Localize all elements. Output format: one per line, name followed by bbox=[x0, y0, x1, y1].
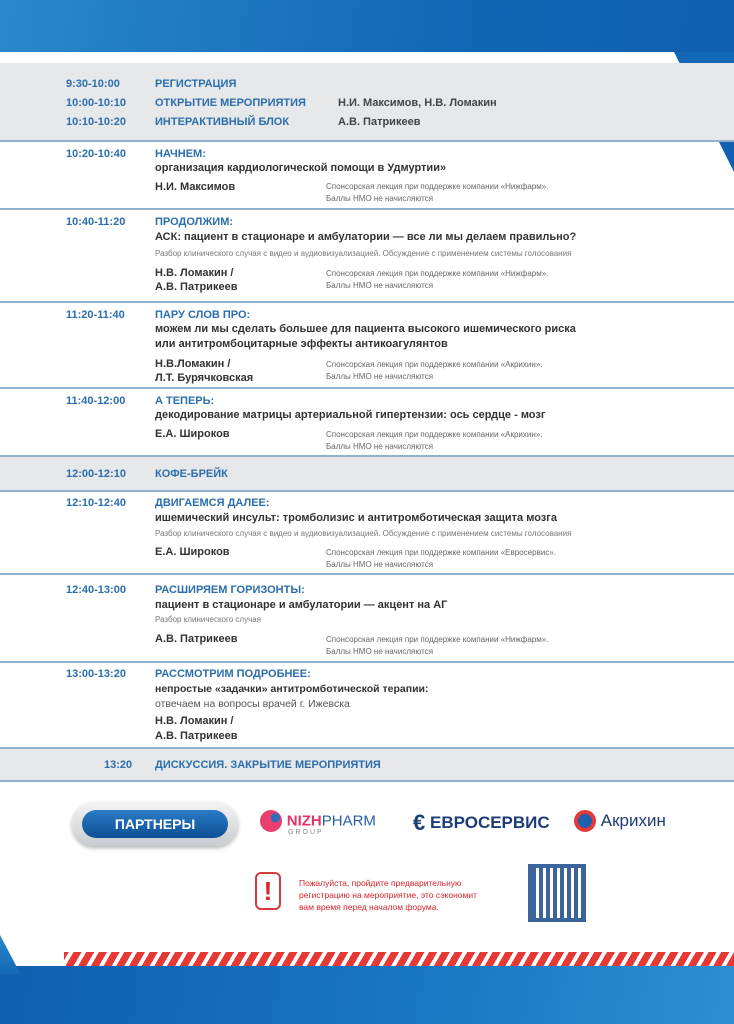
speaker: А.В. Патрикеев bbox=[155, 730, 238, 742]
note: Разбор клинического случая с видео и аудиовизуализацией. Обсуждение с применением системы голосования bbox=[155, 249, 572, 258]
divider bbox=[0, 780, 734, 782]
topic: организация кардиологической помощи в Удмуртии» bbox=[155, 162, 447, 174]
speaker: Е.А. Широков bbox=[155, 546, 230, 558]
topic: можем ли мы сделать большее для пациента высокого ишемического риска bbox=[155, 323, 576, 335]
logo-text: ЕВРОСЕРВИС bbox=[429, 813, 550, 832]
logo-text: PHARM bbox=[321, 812, 376, 830]
sponsor-note: Спонсорская лекция при поддержке компании «Евросервис». bbox=[326, 548, 556, 557]
qr-code[interactable] bbox=[528, 864, 586, 922]
time: 12:10-12:40 bbox=[66, 497, 126, 509]
euroservice-logo bbox=[413, 810, 550, 836]
title: ПАРУ СЛОВ ПРО: bbox=[155, 309, 251, 321]
logo-text: NIZH bbox=[286, 812, 322, 830]
speaker: Н.В. Ломакин / bbox=[155, 715, 234, 727]
logo-text: GROUP bbox=[288, 829, 324, 836]
topic: ишемический инсульт: тромболизис и антитромботическая защита мозга bbox=[155, 512, 557, 524]
topic: или антитромбоцитарные эффекты антикоагулянтов bbox=[155, 338, 448, 350]
notice-line: вам время перед началом форума. bbox=[299, 902, 439, 912]
divider bbox=[0, 490, 734, 492]
title: РАСШИРЯЕМ ГОРИЗОНТЫ: bbox=[155, 584, 305, 596]
topic: АСК: пациент в стационаре и амбулатории — все ли мы делаем правильно? bbox=[155, 231, 577, 243]
speaker: Н.И. Максимов, Н.В. Ломакин bbox=[338, 97, 497, 109]
time: 10:10-10:20 bbox=[66, 116, 126, 128]
time: 12:40-13:00 bbox=[66, 584, 126, 596]
title: КОФЕ-БРЕЙК bbox=[155, 468, 228, 480]
speaker: А.В. Патрикеев bbox=[155, 281, 238, 293]
nmo-note: Баллы НМО не начисляются bbox=[326, 194, 434, 203]
time: 13:20 bbox=[104, 759, 133, 771]
speaker: Л.Т. Бурячковская bbox=[155, 372, 254, 384]
notice-line: регистрацию на мероприятие, это сэкономит bbox=[299, 890, 478, 900]
time: 9:30-10:00 bbox=[66, 78, 120, 90]
nizhpharm-logo bbox=[260, 810, 376, 836]
title: А ТЕПЕРЬ: bbox=[155, 395, 215, 407]
title: РАССМОТРИМ ПОДРОБНЕЕ: bbox=[155, 668, 311, 680]
time: 10:20-10:40 bbox=[66, 148, 126, 160]
akrikhin-logo bbox=[574, 810, 666, 832]
euroservice-icon: € bbox=[413, 810, 426, 835]
logo-text: Акрихин bbox=[600, 811, 666, 830]
divider bbox=[0, 140, 734, 142]
divider bbox=[0, 301, 734, 303]
nmo-note: Баллы НМО не начисляются bbox=[326, 281, 434, 290]
time: 12:00-12:10 bbox=[66, 468, 126, 480]
time: 10:00-10:10 bbox=[66, 97, 126, 109]
akrikhin-icon bbox=[574, 810, 596, 832]
speaker: А.В. Патрикеев bbox=[155, 633, 238, 645]
divider bbox=[0, 573, 734, 575]
sponsor-note: Спонсорская лекция при поддержке компании «Нижфарм». bbox=[326, 182, 549, 191]
speaker: Н.В.Ломакин / bbox=[155, 358, 231, 370]
nmo-note: Баллы НМО не начисляются bbox=[326, 560, 434, 569]
footer-band bbox=[0, 966, 734, 1024]
divider bbox=[0, 208, 734, 210]
time: 11:40-12:00 bbox=[66, 395, 126, 407]
divider bbox=[0, 387, 734, 389]
partners-label: ПАРТНЕРЫ bbox=[82, 810, 228, 838]
topic: пациент в стационаре и амбулатории — акцент на АГ bbox=[155, 599, 448, 611]
sponsor-note: Спонсорская лекция при поддержке компании «Акрихин». bbox=[326, 430, 543, 439]
note: Разбор клинического случая bbox=[155, 615, 262, 624]
nmo-note: Баллы НМО не начисляются bbox=[326, 372, 434, 381]
nizhpharm-icon bbox=[260, 810, 282, 832]
title: ОТКРЫТИЕ МЕРОПРИЯТИЯ bbox=[155, 97, 306, 109]
topic: отвечаем на вопросы врачей г. Ижевска bbox=[155, 698, 350, 710]
decor-stripes bbox=[64, 952, 734, 966]
title: ПРОДОЛЖИМ: bbox=[155, 216, 234, 228]
topic: непростые «задачки» антитромботической терапии: bbox=[155, 683, 429, 695]
time: 11:20-11:40 bbox=[66, 309, 125, 321]
sponsor-note: Спонсорская лекция при поддержке компании «Акрихин». bbox=[326, 360, 543, 369]
speaker: Н.И. Максимов bbox=[155, 181, 236, 193]
title: ИНТЕРАКТИВНЫЙ БЛОК bbox=[155, 116, 290, 128]
title: ДИСКУССИЯ. ЗАКРЫТИЕ МЕРОПРИЯТИЯ bbox=[155, 759, 381, 771]
divider bbox=[0, 661, 734, 663]
partners-badge bbox=[72, 802, 238, 846]
nmo-note: Баллы НМО не начисляются bbox=[326, 442, 434, 451]
registration-notice bbox=[299, 877, 519, 913]
speaker: Н.В. Ломакин / bbox=[155, 267, 234, 279]
title: ДВИГАЕМСЯ ДАЛЕЕ: bbox=[155, 497, 270, 509]
title: РЕГИСТРАЦИЯ bbox=[155, 78, 237, 90]
speaker: Е.А. Широков bbox=[155, 428, 230, 440]
topic: декодирование матрицы артериальной гипертензии: ось сердце - мозг bbox=[155, 409, 546, 421]
time: 10:40-11:20 bbox=[66, 216, 126, 228]
speaker: А.В. Патрикеев bbox=[338, 116, 421, 128]
exclamation-icon: ! bbox=[255, 872, 281, 910]
sponsor-note: Спонсорская лекция при поддержке компании «Нижфарм». bbox=[326, 635, 549, 644]
title: НАЧНЕМ: bbox=[155, 148, 206, 160]
time: 13:00-13:20 bbox=[66, 668, 126, 680]
notice-line: Пожалуйста, пройдите предварительную bbox=[299, 878, 462, 888]
note: Разбор клинического случая с видео и аудиовизуализацией. Обсуждение с применением системы голосования bbox=[155, 529, 572, 538]
nmo-note: Баллы НМО не начисляются bbox=[326, 647, 434, 656]
sponsor-note: Спонсорская лекция при поддержке компании «Нижфарм». bbox=[326, 269, 549, 278]
